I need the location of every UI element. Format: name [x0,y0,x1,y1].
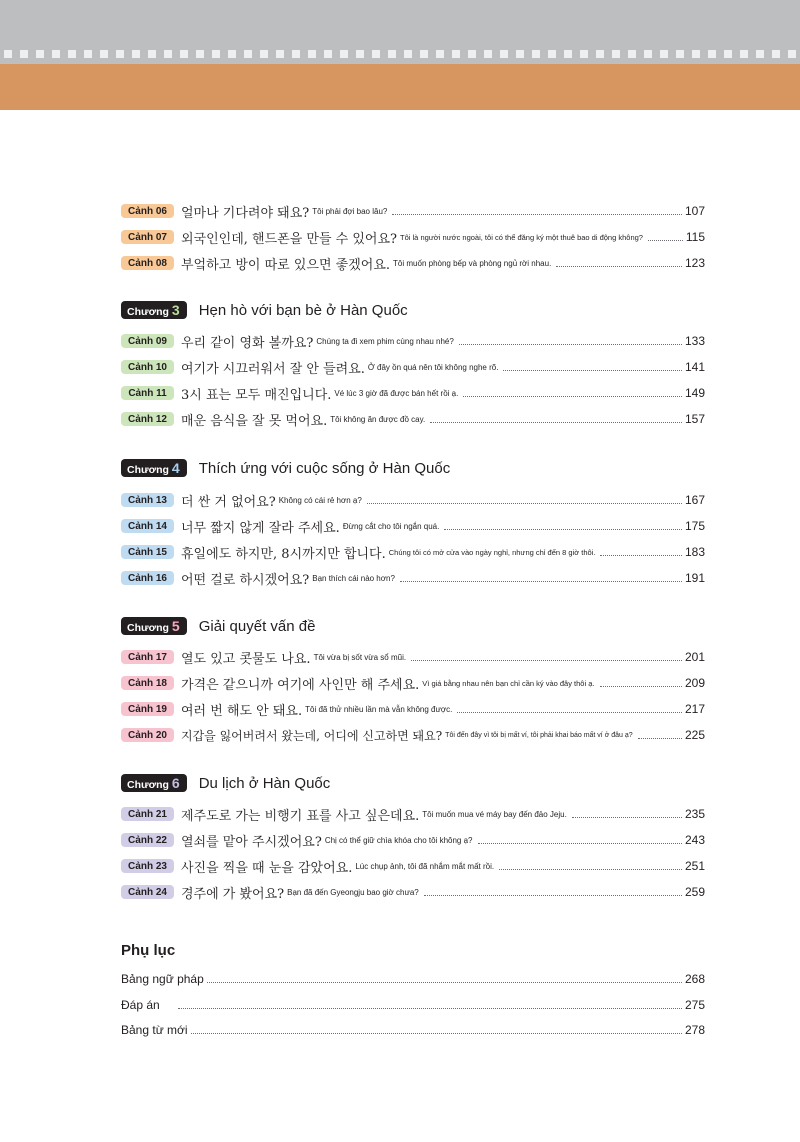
toc-row[interactable] [121,228,705,246]
dot-leader [424,895,682,896]
dot-leader [499,869,682,870]
appendix-label: Bảng ngữ pháp [121,972,204,986]
toc-row[interactable] [121,805,705,823]
dot-leader [600,555,682,556]
dot-leader [600,686,682,687]
chapter-heading-5[interactable] [121,615,315,637]
chapter-title: Giải quyết vấn đề [198,617,316,635]
scene-badge: Cảnh 20 [121,728,174,742]
header-dash-pattern [0,50,800,58]
korean-title: 더 싼 거 없어요? [181,494,276,510]
korean-title: 3시 표는 모두 매진입니다. [181,387,332,403]
toc-row[interactable] [121,674,705,692]
page-number: 141 [684,360,705,374]
chapter-heading-3[interactable] [121,299,408,321]
korean-title: 경주에 가 봤어요? [181,886,285,902]
vietnamese-translation: Chúng tôi có mở cửa vào ngày nghỉ, nhưng chỉ đến 8 giờ thôi. [388,547,596,557]
page-number: 115 [685,230,705,244]
scene-badge: Cảnh 11 [121,386,174,400]
dot-leader [178,1008,682,1009]
vietnamese-translation: Tôi muốn mua vé máy bay đến đảo Jeju. [422,809,567,819]
vietnamese-translation: Ở đây ồn quá nên tôi không nghe rõ. [367,362,499,372]
page-number: 183 [684,545,705,559]
vietnamese-translation: Đừng cắt cho tôi ngắn quá. [342,521,440,531]
toc-row[interactable] [121,358,705,376]
scene-badge: Cảnh 15 [121,545,174,559]
header-orange-band [0,64,800,110]
dot-leader [463,396,682,397]
chapter-heading-6[interactable] [121,772,330,794]
toc-row[interactable] [121,857,705,875]
scene-badge: Cảnh 07 [121,230,174,244]
chapter-number: 3 [171,302,180,318]
toc-row[interactable] [121,648,705,666]
scene-badge: Cảnh 10 [121,360,174,374]
dot-leader [430,422,682,423]
toc-row[interactable] [121,410,705,428]
appendix-label: Đáp án [121,998,160,1012]
toc-row[interactable] [121,831,705,849]
korean-title: 너무 짧지 않게 잘라 주세요. [181,520,340,536]
vietnamese-translation: Vì giá bằng nhau nên bạn chỉ cần ký vào đây thôi ạ. [422,678,595,688]
page-number: 157 [684,412,705,426]
page-number: 243 [684,833,705,847]
appendix-label: Bảng từ mới [121,1023,188,1037]
chapter-label: Chương 5 [121,617,187,635]
scene-badge: Cảnh 06 [121,204,174,218]
korean-title: 매운 음식을 잘 못 먹어요. [181,413,328,429]
dot-leader [556,266,682,267]
toc-row[interactable] [121,332,705,350]
korean-title: 우리 같이 영화 볼까요? [181,335,314,351]
dot-leader [411,660,682,661]
page-number: 275 [684,998,705,1012]
chapter-title: Hẹn hò với bạn bè ở Hàn Quốc [198,301,408,319]
page-number: 259 [684,885,705,899]
dot-leader [648,240,683,241]
vietnamese-translation: Lúc chụp ảnh, tôi đã nhắm mắt mất rồi. [355,861,495,871]
toc-row[interactable] [121,543,705,561]
chapter-number: 5 [171,618,180,634]
korean-title: 휴일에도 하지만, 8시까지만 합니다. [181,546,386,562]
chapter-number: 4 [171,460,180,476]
page-number: 278 [684,1023,705,1037]
korean-title: 여러 번 해도 안 돼요. [181,703,303,719]
page-number: 225 [684,728,705,742]
scene-badge: Cảnh 21 [121,807,174,821]
toc-row[interactable] [121,517,705,535]
page-number: 107 [684,204,705,218]
vietnamese-translation: Không có cái rẻ hơn ạ? [278,495,362,505]
scene-badge: Cảnh 22 [121,833,174,847]
toc-row[interactable] [121,569,705,587]
vietnamese-translation: Tôi đã thử nhiều lần mà vẫn không được. [305,704,453,714]
chapter-heading-4[interactable] [121,457,450,479]
dot-leader [572,817,682,818]
korean-title: 외국인인데, 핸드폰을 만들 수 있어요? [181,231,398,247]
toc-row[interactable] [121,384,705,402]
korean-title: 얼마나 기다려야 돼요? [181,205,310,221]
page-number: 209 [684,676,705,690]
dot-leader [207,982,682,983]
korean-title: 열도 있고 콧물도 나요. [181,651,311,667]
chapter-label: Chương 3 [121,301,187,319]
appendix-row[interactable] [121,970,705,988]
page-number: 149 [684,386,705,400]
scene-badge: Cảnh 14 [121,519,174,533]
dot-leader [400,581,682,582]
scene-badge: Cảnh 23 [121,859,174,873]
vietnamese-translation: Tôi vừa bị sốt vừa sổ mũi. [313,652,407,662]
page-number: 175 [684,519,705,533]
dot-leader [459,344,682,345]
vietnamese-translation: Tôi là người nước ngoài, tôi có thể đăng ký một thuê bao di động không? [400,232,643,242]
page-number: 217 [684,702,705,716]
page-number: 191 [684,571,705,585]
scene-badge: Cảnh 13 [121,493,174,507]
korean-title: 열쇠를 맡아 주시겠어요? [181,834,322,850]
dot-leader [191,1033,682,1034]
scene-badge: Cảnh 18 [121,676,174,690]
toc-row[interactable] [121,254,705,272]
chapter-label: Chương 4 [121,459,187,477]
korean-title: 사진을 찍을 때 눈을 감았어요. [181,860,353,876]
korean-title: 부엌하고 방이 따로 있으면 좋겠어요. [181,257,391,273]
korean-title: 어떤 걸로 하시겠어요? [181,572,310,588]
scene-badge: Cảnh 19 [121,702,174,716]
page-number: 123 [684,256,705,270]
chapter-number: 6 [171,775,180,791]
toc-row[interactable] [121,726,705,744]
dot-leader [503,370,682,371]
scene-badge: Cảnh 17 [121,650,174,664]
page-number: 251 [684,859,705,873]
scene-badge: Cảnh 08 [121,256,174,270]
vietnamese-translation: Vé lúc 3 giờ đã được bán hết rồi ạ. [334,388,459,398]
korean-title: 제주도로 가는 비행기 표를 사고 싶은데요. [181,808,420,824]
vietnamese-translation: Bạn đã đến Gyeongju bao giờ chưa? [287,887,419,897]
korean-title: 지갑을 잃어버려서 왔는데, 어디에 신고하면 돼요? [181,728,443,743]
vietnamese-translation: Tôi phải đợi bao lâu? [312,206,388,216]
korean-title: 여기가 시끄러워서 잘 안 들려요. [181,361,365,377]
dot-leader [478,843,682,844]
dot-leader [367,503,682,504]
page-number: 167 [684,493,705,507]
dot-leader [457,712,682,713]
vietnamese-translation: Chúng ta đi xem phim cùng nhau nhé? [316,336,454,346]
toc-row[interactable] [121,202,705,220]
scene-badge: Cảnh 12 [121,412,174,426]
page-number: 268 [684,972,705,986]
dot-leader [392,214,682,215]
dot-leader [638,738,682,739]
chapter-label: Chương 6 [121,774,187,792]
dot-leader [444,529,682,530]
page-number: 201 [684,650,705,664]
scene-badge: Cảnh 16 [121,571,174,585]
page-number: 235 [684,807,705,821]
page-number: 133 [684,334,705,348]
appendix-row[interactable] [121,1021,705,1039]
vietnamese-translation: Chị có thể giữ chìa khóa cho tôi không ạ? [324,835,473,845]
toc-row[interactable] [121,491,705,509]
appendix-row[interactable] [121,996,705,1014]
chapter-title: Thích ứng với cuộc sống ở Hàn Quốc [198,459,451,477]
korean-title: 가격은 같으니까 여기에 사인만 해 주세요. [181,677,420,693]
scene-badge: Cảnh 24 [121,885,174,899]
vietnamese-translation: Tôi không ăn được đồ cay. [330,414,426,424]
scene-badge: Cảnh 09 [121,334,174,348]
vietnamese-translation: Bạn thích cái nào hơn? [312,573,395,583]
appendix-title: Phụ lục [121,942,176,959]
vietnamese-translation: Tôi đến đây vì tôi bị mất ví, tôi phải khai báo mất ví ở đâu ạ? [445,731,633,739]
chapter-title: Du lịch ở Hàn Quốc [198,774,331,792]
vietnamese-translation: Tôi muốn phòng bếp và phòng ngủ rời nhau. [393,258,552,268]
toc-row[interactable] [121,883,705,901]
toc-row[interactable] [121,700,705,718]
